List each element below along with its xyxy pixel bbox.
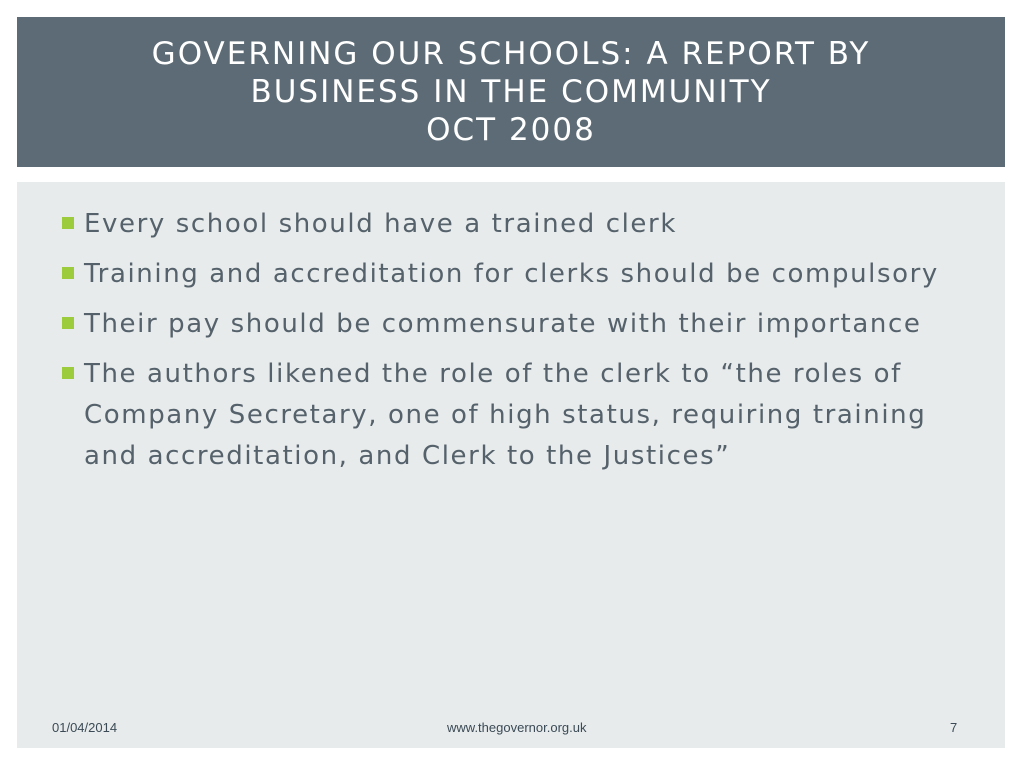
square-bullet-icon xyxy=(62,367,74,379)
bullet-item-training-compulsory xyxy=(62,254,982,295)
slide-title-bar xyxy=(17,17,1005,167)
bullet-text: Training and accreditation for clerks should be compulsory xyxy=(84,259,939,289)
bullet-item-role-comparison xyxy=(62,354,982,477)
footer-page-number: 7 xyxy=(950,720,958,735)
square-bullet-icon xyxy=(62,217,74,229)
bullet-item-trained-clerk xyxy=(62,204,982,245)
slide-title-line-1: GOVERNING OUR SCHOOLS: A REPORT BY xyxy=(151,36,871,72)
square-bullet-icon xyxy=(62,317,74,329)
content-panel xyxy=(17,182,1005,748)
slide-title-line-2: BUSINESS IN THE COMMUNITY xyxy=(250,74,772,110)
bullet-list xyxy=(62,204,982,486)
slide-title-line-3: OCT 2008 xyxy=(426,112,596,148)
bullet-text: The authors likened the role of the clerk to “the roles of Company Secretary, one of high status, requiring training and accreditation, and Clerk to the Justices” xyxy=(84,359,927,471)
bullet-item-pay xyxy=(62,304,982,345)
footer-url: www.thegovernor.org.uk xyxy=(447,720,587,735)
footer-date: 01/04/2014 xyxy=(52,720,118,735)
bullet-text: Every school should have a trained clerk xyxy=(84,209,677,239)
bullet-text: Their pay should be commensurate with their importance xyxy=(84,309,922,339)
square-bullet-icon xyxy=(62,267,74,279)
